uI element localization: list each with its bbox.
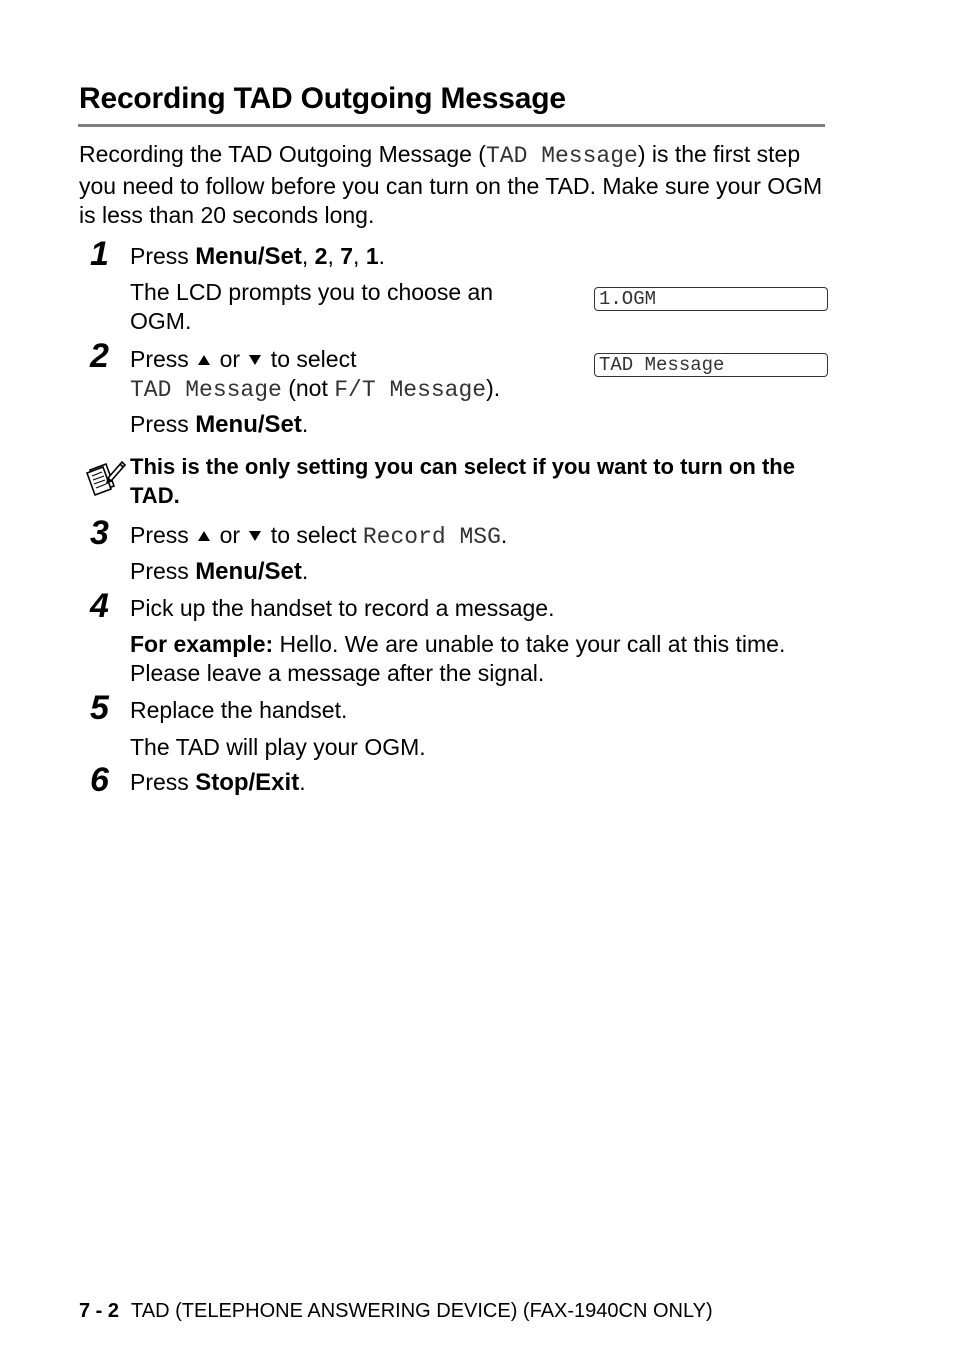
step-6-instruction [130,768,306,797]
note-pencil-icon-graphic [84,458,126,498]
intro-text-before: Recording the TAD Outgoing Message ( [79,141,486,167]
press-text: Press [130,411,196,437]
page-number: 7 - 2 [79,1300,120,1322]
up-arrow-icon [198,355,210,365]
lcd-screen-tad-message: TAD Message [594,353,828,377]
down-arrow-icon [249,531,261,541]
step-3-press-menu [130,557,308,586]
step-number-6: 6 [90,761,109,799]
period: . [378,243,385,269]
note-pencil-icon [84,458,126,498]
step-2-press-menu [130,410,308,439]
menu-set-key: Menu/Set [195,243,302,270]
separator: , [327,243,341,269]
chapter-title: TAD (TELEPHONE ANSWERING DEVICE) (FAX-1940CN ONLY) [131,1300,713,1322]
lcd-screen-ogm: 1.OGM [594,287,828,311]
step-3-instruction [130,521,507,552]
step-2-instruction [130,345,356,374]
title-underline [78,124,825,127]
period: . [500,522,508,548]
not-text: (not [281,375,335,401]
press-text: Press [130,522,196,548]
step-5-instruction: Replace the handset. [130,697,348,723]
period: . [301,411,309,437]
step-number-3: 3 [90,514,109,552]
separator: , [301,243,315,269]
page-title: Recording TAD Outgoing Message [79,82,566,115]
up-arrow-icon [198,531,210,541]
press-text: Press [130,243,196,269]
step-1-description: The LCD prompts you to choose an OGM. [130,279,494,334]
option-ft-message: F/T Message [334,377,487,403]
intro-code-tad-message: TAD Message [485,143,638,169]
step-number-2: 2 [90,337,109,375]
intro-text-after: ) is the first step you need to follow before you can turn on the TAD. Make sure your OGM is less than 20 seconds long. [79,141,823,228]
menu-set-key: Menu/Set [195,558,302,585]
to-select-text: to select [264,522,363,548]
step-5-description: The TAD will play your OGM. [130,734,426,760]
press-text: Press [130,558,196,584]
page-footer [79,1300,713,1323]
step-4-instruction: Pick up the handset to record a message. [130,595,555,621]
stop-exit-key: Stop/Exit [195,769,300,796]
step-2-option-line [130,374,500,405]
step-number-1: 1 [90,235,109,273]
step-1-instruction [130,242,385,271]
closing-text: ). [486,375,501,401]
key-1: 1 [365,243,379,269]
menu-set-key: Menu/Set [195,411,302,438]
key-7: 7 [340,243,354,269]
option-record-msg: Record MSG [362,524,501,550]
separator: , [353,243,366,269]
note-text: This is the only setting you can select if you want to turn on the TAD. [130,454,795,508]
or-text: or [213,346,247,372]
period: . [301,558,309,584]
example-text: Hello. We are unable to take your call at this time. Please leave a message after the signal. [130,631,786,686]
press-text: Press [130,769,196,795]
step-number-5: 5 [90,689,109,727]
step-number-4: 4 [90,587,109,625]
press-text: Press [130,346,196,372]
intro-paragraph [79,140,839,231]
step-4-example [130,630,830,688]
down-arrow-icon [249,355,261,365]
to-select-text: to select [264,346,357,372]
key-2: 2 [314,243,328,269]
or-text: or [213,522,247,548]
option-tad-message: TAD Message [130,377,282,403]
period: . [299,769,306,795]
example-label: For example: [130,631,274,657]
